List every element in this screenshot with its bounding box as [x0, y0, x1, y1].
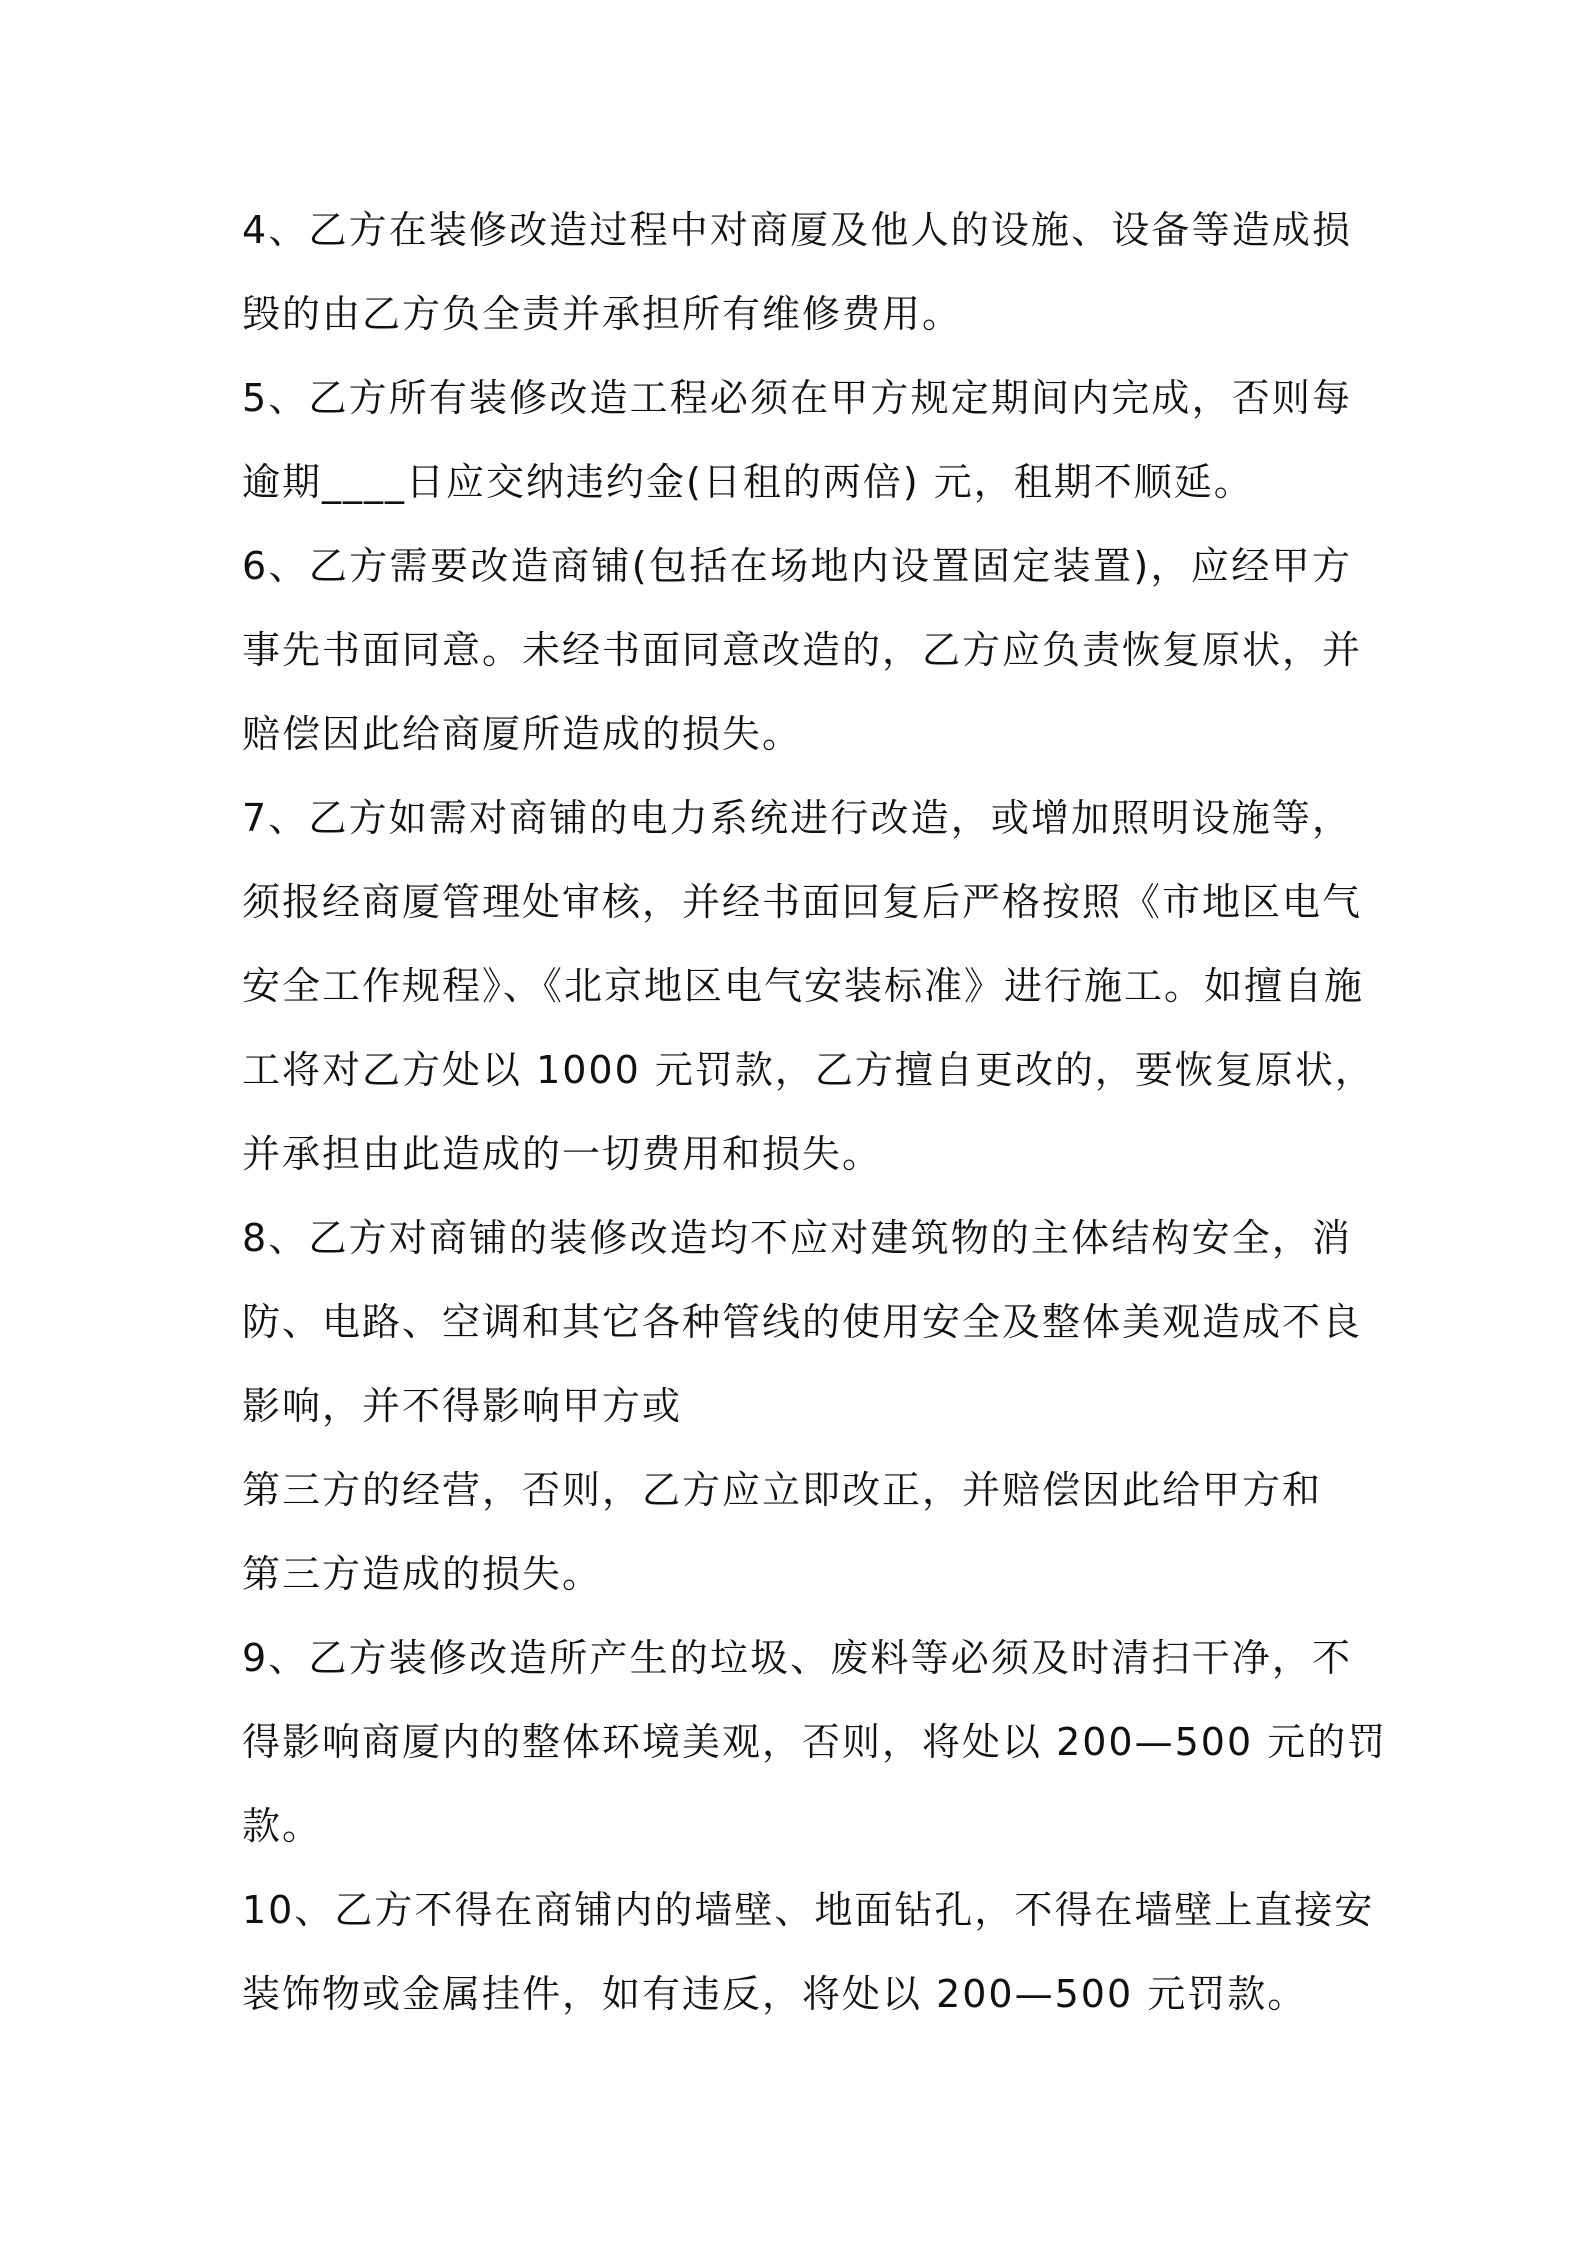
text-line: 第三方造成的损失。	[242, 1552, 603, 1596]
text-line: 得影响商厦内的整体环境美观，否则，将处以 200—500 元的罚	[242, 1720, 1388, 1764]
text-line: 毁的由乙方负全责并承担所有维修费用。	[242, 292, 963, 336]
text-line: 10、乙方不得在商铺内的墙壁、地面钻孔，不得在墙壁上直接安	[242, 1888, 1375, 1932]
text-line: 并承担由此造成的一切费用和损失。	[242, 1132, 883, 1176]
text-line: 第三方的经营，否则，乙方应立即改正，并赔偿因此给甲方和	[242, 1468, 1323, 1512]
text-line: 安全工作规程》、《北京地区电气安装标准》进行施工。如擅自施	[242, 964, 1365, 1008]
text-line: 9、乙方装修改造所产生的垃圾、废料等必须及时清扫干净，不	[242, 1636, 1352, 1680]
text-line: 款。	[242, 1804, 323, 1848]
text-line: 赔偿因此给商厦所造成的损失。	[242, 712, 803, 756]
text-line: 装饰物或金属挂件，如有违反，将处以 200—500 元罚款。	[242, 1972, 1308, 2016]
text-line: 8、乙方对商铺的装修改造均不应对建筑物的主体结构安全，消	[242, 1216, 1352, 1260]
text-line: 事先书面同意。未经书面同意改造的，乙方应负责恢复原状，并	[242, 628, 1363, 672]
text-line: 防、电路、空调和其它各种管线的使用安全及整体美观造成不良	[242, 1300, 1363, 1344]
text-line: 须报经商厦管理处审核，并经书面回复后严格按照《市地区电气	[242, 880, 1363, 924]
text-line: 4、乙方在装修改造过程中对商厦及他人的设施、设备等造成损	[242, 208, 1352, 252]
text-line: 逾期____日应交纳违约金(日租的两倍) 元，租期不顺延。	[242, 460, 1254, 504]
text-line: 5、乙方所有装修改造工程必须在甲方规定期间内完成，否则每	[242, 376, 1352, 420]
text-line: 工将对乙方处以 1000 元罚款，乙方擅自更改的，要恢复原状，	[242, 1048, 1375, 1092]
text-line: 7、乙方如需对商铺的电力系统进行改造，或增加照明设施等，	[242, 796, 1352, 840]
text-line: 6、乙方需要改造商铺(包括在场地内设置固定装置)，应经甲方	[242, 544, 1352, 588]
text-line: 影响，并不得影响甲方或	[242, 1384, 683, 1428]
